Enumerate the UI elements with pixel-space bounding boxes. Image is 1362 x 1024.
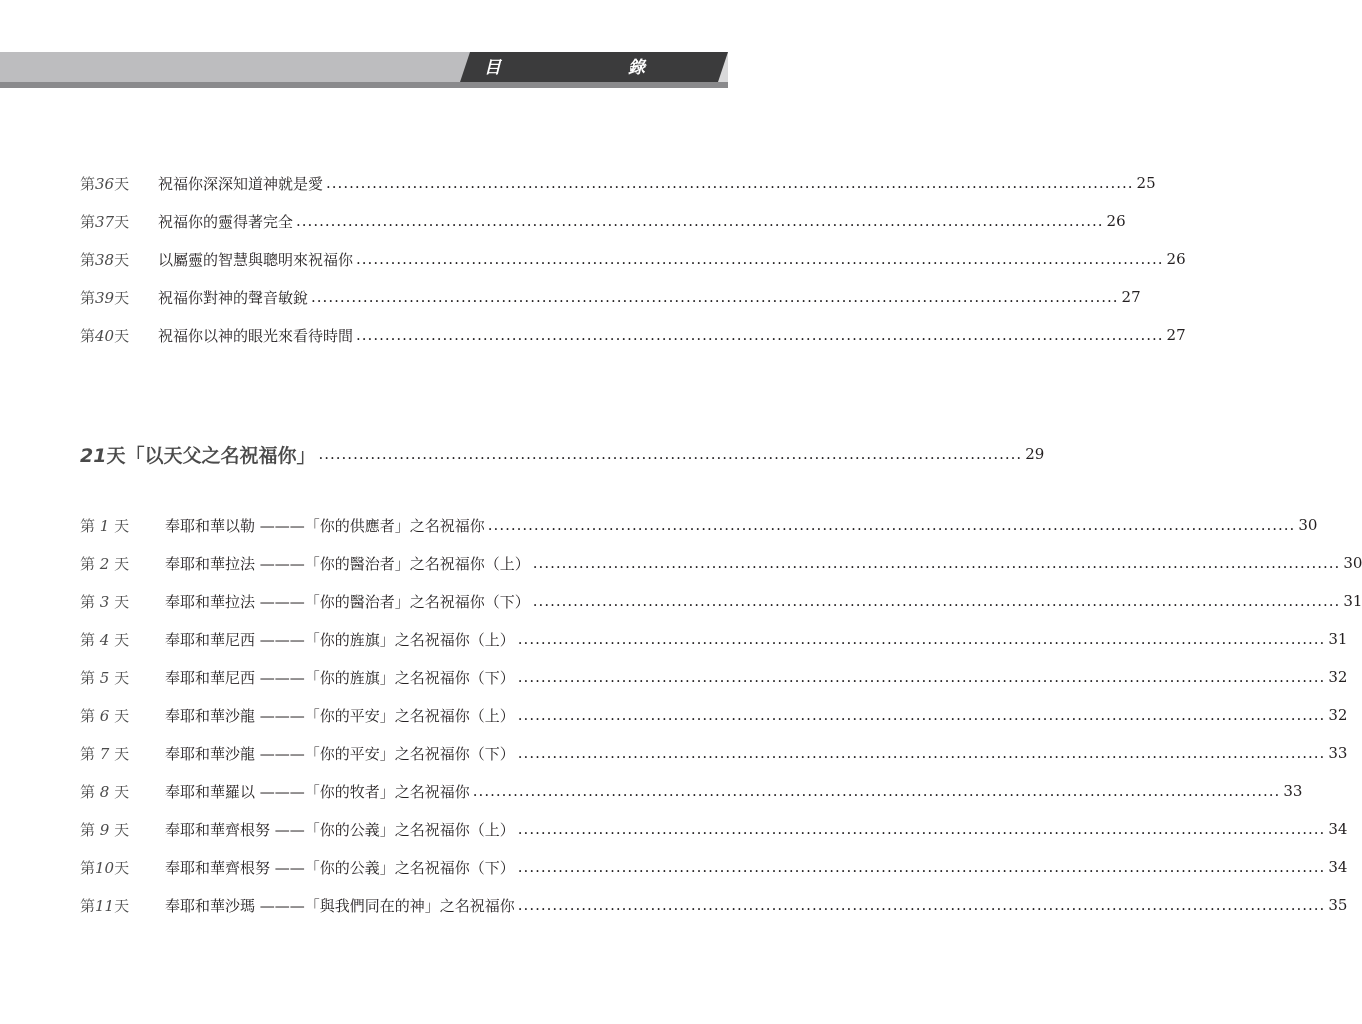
day-label [80,325,158,346]
entry-page-number: 27 [1121,288,1141,306]
day-number: 40 [95,326,115,345]
entry-title: 奉耶和華拉法 ———「你的醫治者」之名祝福你（下） [165,592,530,611]
day-suffix: 天 [114,212,130,231]
day-suffix: 天 [114,782,130,801]
dot-leader: ............................................................................................................................................ [311,288,1119,306]
day-prefix: 第 [80,326,96,345]
day-suffix: 天 [114,630,130,649]
day-suffix: 天 [114,554,130,573]
day-label [80,591,165,612]
dot-leader: ............................................................................................................................................ [472,782,1281,800]
day-label [80,667,165,688]
entry-title: 奉耶和華齊根努 ——「你的公義」之名祝福你（下） [165,858,515,877]
day-suffix: 天 [114,326,130,345]
day-prefix: 第 [80,212,96,231]
day-label [80,629,165,650]
day-number: 36 [95,174,115,193]
day-suffix: 天 [114,668,130,687]
entry-page-number: 32 [1328,668,1348,686]
dot-leader: ............................................................................................................................................ [487,516,1296,534]
entry-title: 奉耶和華尼西 ———「你的旌旗」之名祝福你（下） [165,668,515,687]
toc-entry[interactable] [80,589,1362,613]
day-prefix: 第 [80,782,96,801]
entry-title: 奉耶和華沙龍 ———「你的平安」之名祝福你（上） [165,706,515,725]
entry-page-number: 32 [1328,706,1348,724]
day-number: 39 [95,288,115,307]
day-prefix: 第 [80,706,96,725]
dot-leader: ............................................................................................................................................ [517,668,1326,686]
day-number: 4 [95,630,115,649]
header-band-graphic [0,52,728,88]
entry-page-number: 34 [1328,858,1348,876]
day-number: 9 [95,820,115,839]
entry-page-number: 27 [1166,326,1186,344]
day-number: 7 [95,744,115,763]
entry-title: 祝福你深深知道神就是愛 [158,174,324,193]
entry-page-number: 31 [1343,592,1362,610]
day-number: 38 [95,250,115,269]
entry-title: 奉耶和華拉法 ———「你的醫治者」之名祝福你（上） [165,554,530,573]
day-suffix: 天 [114,744,130,763]
toc-entry[interactable] [80,285,1141,309]
entry-page-number: 25 [1136,174,1156,192]
entry-title: 奉耶和華尼西 ———「你的旌旗」之名祝福你（上） [165,630,515,649]
day-label [80,705,165,726]
day-prefix: 第 [80,516,96,535]
day-suffix: 天 [114,706,130,725]
dot-leader: ............................................................................................................................................ [532,554,1341,572]
entry-page-number: 33 [1328,744,1348,762]
dot-leader: ............................................................................................................................................ [532,592,1341,610]
day-suffix: 天 [114,288,130,307]
entry-page-number: 30 [1298,516,1318,534]
day-prefix: 第 [80,630,96,649]
toc-entry[interactable] [80,323,1186,347]
day-prefix: 第 [80,592,96,611]
dot-leader: ............................................................................................................................................ [517,744,1326,762]
day-prefix: 第 [80,668,96,687]
dot-leader: ............................................................................................................................................ [356,326,1164,344]
day-label [80,173,158,194]
day-prefix: 第 [80,554,96,573]
toc-entry[interactable] [80,665,1348,689]
toc-entry[interactable] [80,551,1362,575]
toc-entry[interactable] [80,209,1126,233]
section-title-text: 天「以天父之名祝福你」 [106,444,316,467]
section-heading-row[interactable] [80,440,1045,468]
day-label [80,249,158,270]
day-label [80,857,165,878]
dot-leader: ............................................................................................................................................ [326,174,1134,192]
dot-leader: ............................................................................................................................................ [517,820,1326,838]
entry-title: 祝福你對神的聲音敏銳 [158,288,309,307]
day-number: 3 [95,592,115,611]
dot-leader: .......................................................................................................................... [318,445,1023,463]
dot-leader: ............................................................................................................................................ [296,212,1104,230]
day-suffix: 天 [114,250,130,269]
day-prefix: 第 [80,820,96,839]
day-number: 8 [95,782,115,801]
toc-entry[interactable] [80,171,1156,195]
toc-entry[interactable] [80,627,1348,651]
day-number: 11 [95,896,115,915]
entry-title: 奉耶和華以勒 ———「你的供應者」之名祝福你 [165,516,485,535]
day-prefix: 第 [80,858,96,877]
day-prefix: 第 [80,250,96,269]
section-number: 21 [80,444,107,467]
header-title-left: 目 [484,58,501,78]
day-label [80,781,165,802]
day-suffix: 天 [114,820,130,839]
entry-page-number: 26 [1106,212,1126,230]
entry-title: 奉耶和華沙瑪 ———「與我們同在的神」之名祝福你 [165,896,515,915]
toc-entry[interactable] [80,893,1348,917]
entry-title: 奉耶和華齊根努 ——「你的公義」之名祝福你（上） [165,820,515,839]
day-label [80,287,158,308]
entry-title: 祝福你以神的眼光來看待時間 [158,326,354,345]
day-suffix: 天 [114,174,130,193]
entry-title: 祝福你的靈得著完全 [158,212,294,231]
day-label [80,515,165,536]
dot-leader: ............................................................................................................................................ [356,250,1164,268]
dot-leader: ............................................................................................................................................ [517,896,1326,914]
toc-entry[interactable] [80,817,1348,841]
day-suffix: 天 [114,592,130,611]
entry-page-number: 31 [1328,630,1348,648]
dot-leader: ............................................................................................................................................ [517,630,1326,648]
entry-page-number: 34 [1328,820,1348,838]
toc-entry[interactable] [80,741,1348,765]
day-label [80,743,165,764]
day-suffix: 天 [114,896,130,915]
day-label [80,211,158,232]
day-prefix: 第 [80,288,96,307]
day-number: 37 [95,212,115,231]
day-number: 5 [95,668,115,687]
day-suffix: 天 [114,516,130,535]
day-prefix: 第 [80,744,96,763]
toc-entry[interactable] [80,247,1186,271]
toc-entry[interactable] [80,513,1318,537]
day-prefix: 第 [80,174,96,193]
entry-page-number: 35 [1328,896,1348,914]
entry-page-number: 30 [1343,554,1362,572]
day-number: 6 [95,706,115,725]
header-band [0,52,728,88]
day-prefix: 第 [80,896,96,915]
toc-entry[interactable] [80,855,1348,879]
toc-entry[interactable] [80,703,1348,727]
entry-title: 以屬靈的智慧與聰明來祝福你 [158,250,354,269]
entry-title: 奉耶和華沙龍 ———「你的平安」之名祝福你（下） [165,744,515,763]
entry-page-number: 26 [1166,250,1186,268]
dot-leader: ............................................................................................................................................ [517,858,1326,876]
day-number: 10 [95,858,115,877]
day-suffix: 天 [114,858,130,877]
section-title [80,441,315,468]
day-number: 1 [95,516,115,535]
section-page-number: 29 [1025,445,1045,463]
header-title-right: 錄 [628,58,645,78]
day-label [80,895,165,916]
day-label [80,553,165,574]
dot-leader: ............................................................................................................................................ [517,706,1326,724]
day-label [80,819,165,840]
entry-page-number: 33 [1283,782,1303,800]
entry-title: 奉耶和華羅以 ———「你的牧者」之名祝福你 [165,782,470,801]
toc-entry[interactable] [80,779,1303,803]
day-number: 2 [95,554,115,573]
